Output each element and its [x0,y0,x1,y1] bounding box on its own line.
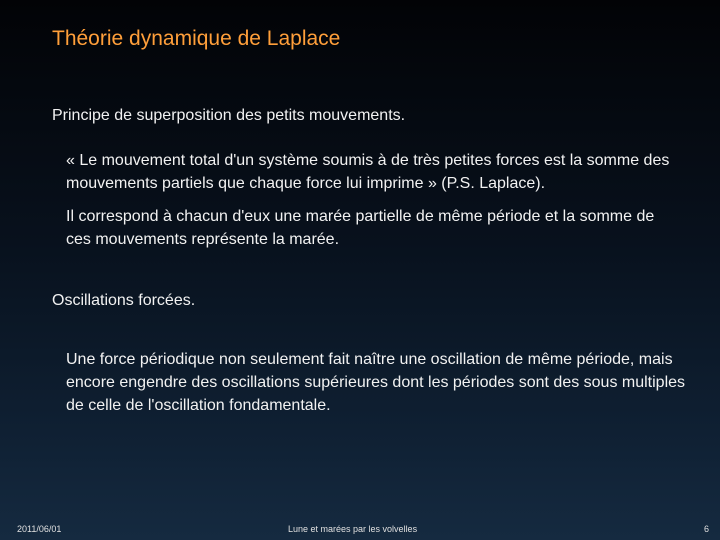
paragraph-periodic-force: Une force périodique non seulement fait naître une oscillation de même période, mais encore engendre des oscillations supérieures dont les périodes sont des sous multiples de celle de l'oscillation fondamentale. [66,351,686,414]
section-heading-superposition: Principe de superposition des petits mouvements. [52,107,406,124]
paragraph-laplace-quote: « Le mouvement total d'un système soumis à de très petites forces est la somme des mouvements partiels que chaque force lui imprime » (P.S. Laplace). [66,152,670,192]
footer-date: 2011/06/01 [17,524,62,534]
paragraph-partial-tide: Il correspond à chacun d'eux une marée partielle de même période et la somme de ces mouvements représente la marée. [66,208,655,248]
footer-title: Lune et marées par les volvelles [288,524,418,534]
slide-title: Théorie dynamique de Laplace [52,27,341,50]
section-heading-forced-oscillations: Oscillations forcées. [52,292,196,309]
page-number: 6 [704,524,710,534]
